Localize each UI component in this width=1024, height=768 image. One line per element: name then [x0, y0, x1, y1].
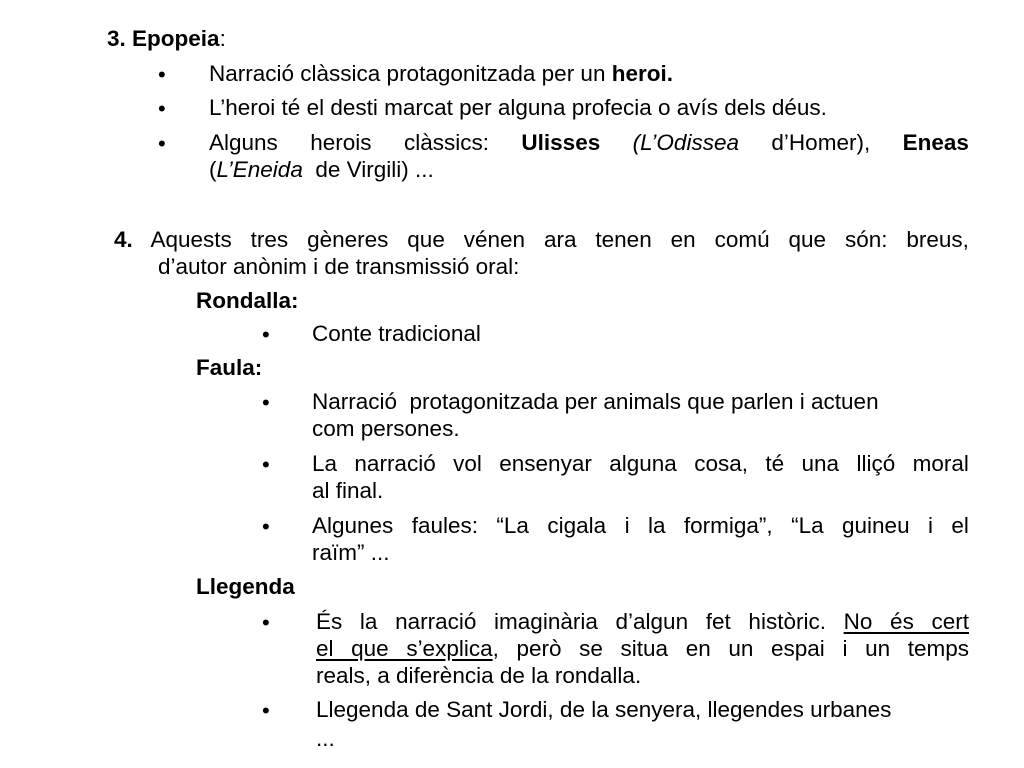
faula-bullet-3-line-2: raïm” ...: [312, 540, 390, 565]
faula-bullet-3-line-1: Algunes faules: “La cigala i la formiga”, “La guineu i el: [312, 513, 969, 538]
faula-bullet-2-line-2: al final.: [312, 478, 384, 503]
bullet-marker: •: [262, 452, 270, 477]
genre-heading-faula: Faula:: [196, 355, 263, 380]
epopeia-bullet-1: [209, 61, 673, 87]
bullet-marker: •: [262, 698, 270, 723]
llegenda-bullet-1-line-3: reals, a diferència de la rondalla.: [316, 663, 642, 688]
bullet-marker: •: [158, 131, 166, 156]
epopeia-bullet-1-bold: heroi.: [611, 61, 673, 86]
section-3-title: Epopeia: [132, 26, 220, 51]
epopeia-bullet-3-line-1: Alguns herois clàssics: Ulisses (L’Odissea d’Homer), Eneas: [209, 130, 969, 155]
bullet-marker: •: [262, 322, 270, 347]
faula-bullet-1-line-2: com persones.: [312, 416, 460, 441]
section-4-line-2: d’autor anònim i de transmissió oral:: [158, 254, 520, 279]
epopeia-bullet-1-text: Narració clàssica protagonitzada per un: [209, 61, 612, 86]
genre-heading-rondalla: Rondalla:: [196, 288, 299, 313]
epopeia-bullet-3-line-2: (L’Eneida de Virgili) ...: [209, 157, 434, 182]
section-3-heading: [107, 26, 226, 52]
epopeia-bullet-2: L’heroi té el desti marcat per alguna profecia o avís dels déus.: [209, 95, 827, 120]
llegenda-bullet-1-line-1: És la narració imaginària d’algun fet històric. No és cert: [316, 609, 969, 634]
section-4-line-1: 4. Aquests tres gèneres que vénen ara tenen en comú que són: breus,: [114, 227, 969, 252]
bullet-marker: •: [262, 514, 270, 539]
faula-bullet-2-line-1: La narració vol ensenyar alguna cosa, té una lliçó moral: [312, 451, 969, 476]
bullet-marker: •: [262, 390, 270, 415]
llegenda-bullet-1-line-2: el que s’explica, però se situa en un espai i un temps: [316, 636, 969, 661]
rondalla-bullet-1: Conte tradicional: [312, 321, 481, 346]
genre-heading-llegenda: Llegenda: [196, 574, 295, 599]
section-4-number: 4.: [114, 227, 133, 252]
bullet-marker: •: [262, 610, 270, 635]
section-3-number: 3.: [107, 26, 126, 51]
bullet-marker: •: [158, 96, 166, 121]
llegenda-bullet-2-line-2: ...: [316, 726, 335, 751]
llegenda-bullet-2-line-1: Llegenda de Sant Jordi, de la senyera, llegendes urbanes: [316, 697, 892, 722]
faula-bullet-1-line-1: Narració protagonitzada per animals que parlen i actuen: [312, 389, 879, 414]
section-3-colon: :: [219, 26, 226, 51]
bullet-marker: •: [158, 62, 166, 87]
